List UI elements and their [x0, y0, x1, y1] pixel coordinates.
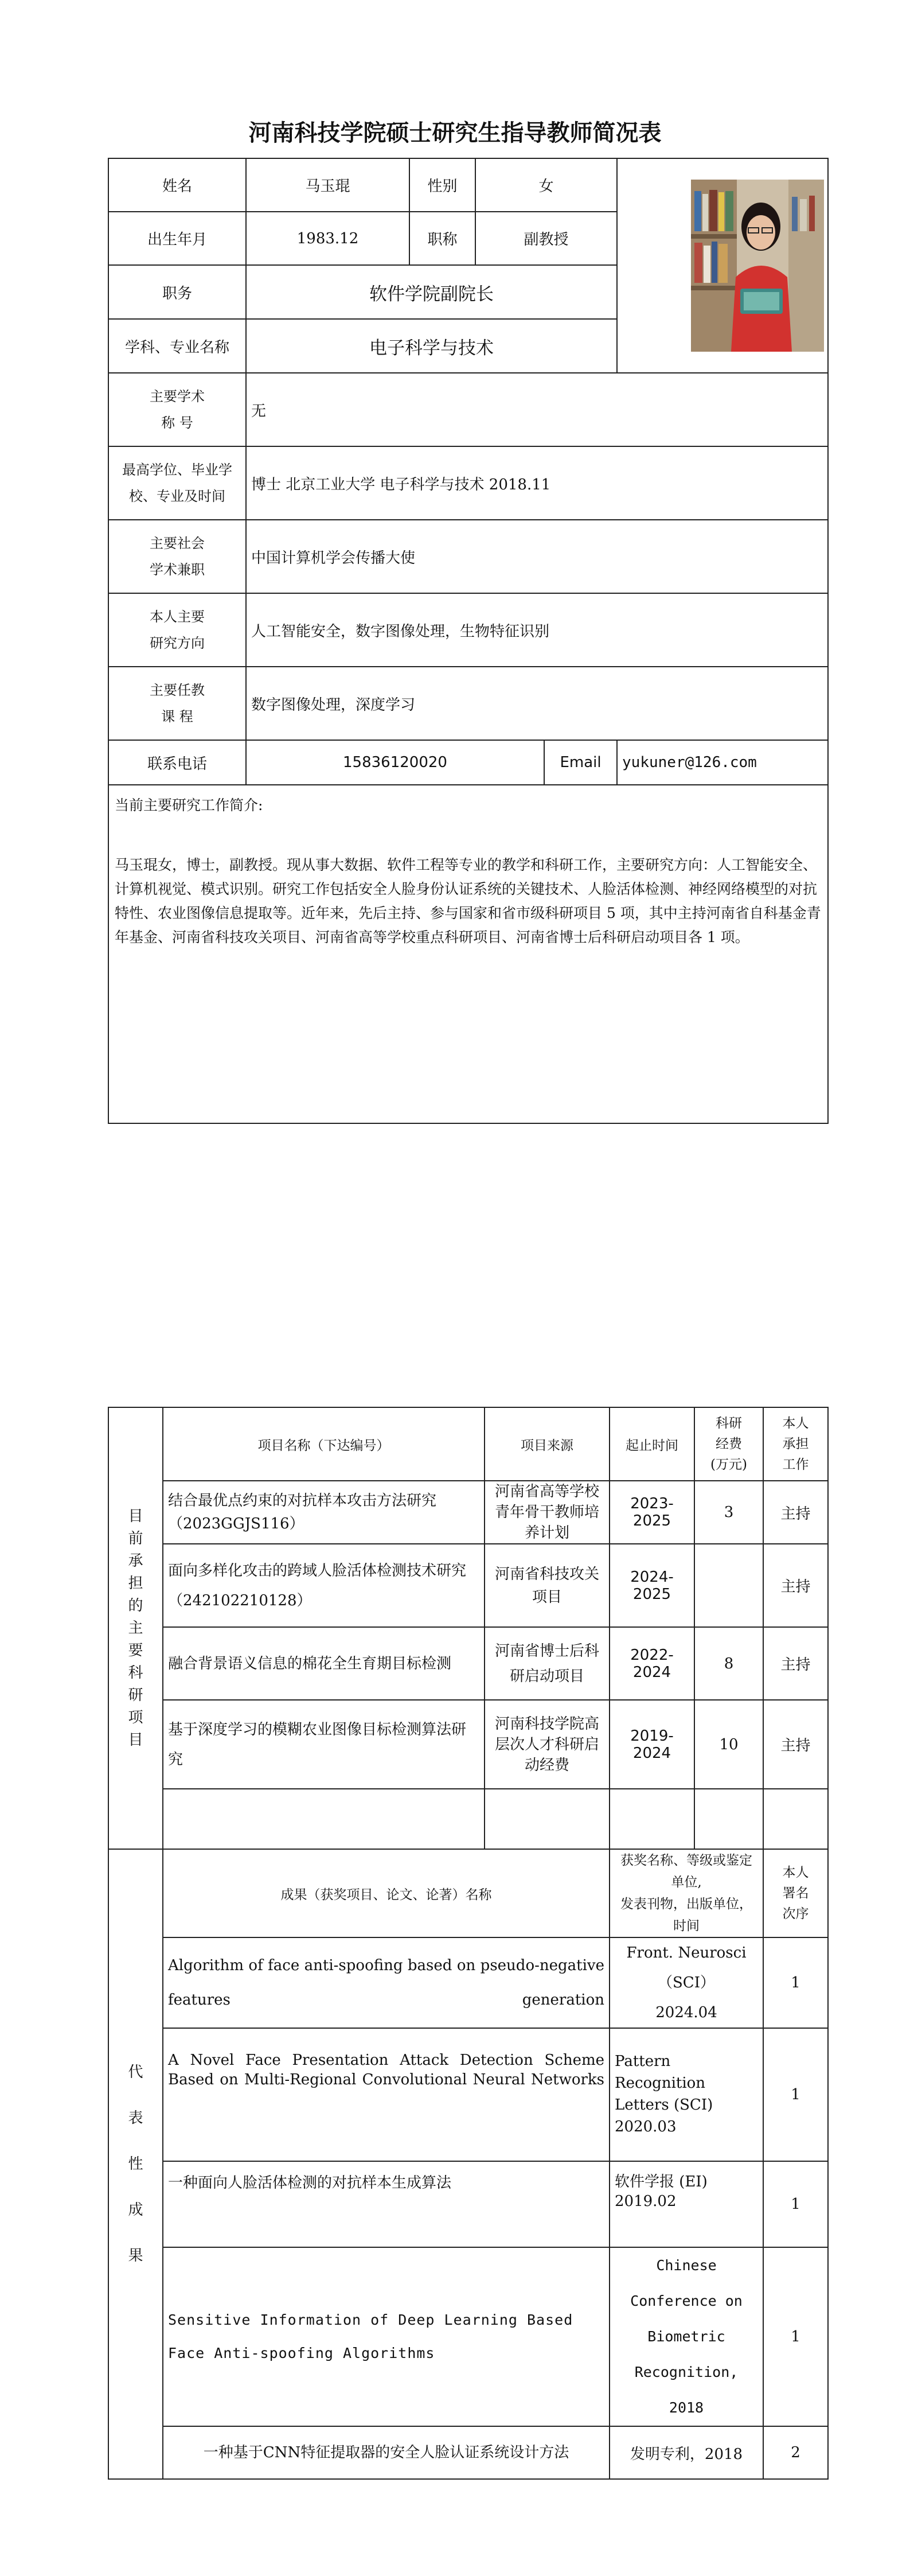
project-row-2-source: 河南省科技攻关项目 [485, 1544, 610, 1627]
projects-side-char: 研 [128, 1686, 143, 1704]
birth-label: 出生年月 [108, 212, 246, 265]
achievement-row-2-order: 1 [763, 2028, 828, 2161]
duty-value: 软件学院副院长 [246, 265, 617, 319]
courses-value: 数字图像处理，深度学习 [246, 667, 828, 740]
gender-label: 性别 [409, 158, 475, 212]
projects-side-char: 承 [128, 1552, 143, 1570]
order-header-line3: 次序 [782, 1906, 809, 1921]
order-header-line1: 本人 [782, 1865, 809, 1880]
project-name-header: 项目名称（下达编号） [163, 1407, 485, 1481]
discipline-label: 学科、专业名称 [108, 319, 246, 373]
achievements-side-label [108, 1849, 163, 2479]
projects-side-label [108, 1407, 163, 1849]
projects-side-char: 担 [128, 1574, 143, 1592]
achievement-row-5-venue: 发明专利，2018 [610, 2426, 763, 2479]
role-header-line1: 本人 [782, 1416, 809, 1431]
degree-label-line2: 校、专业及时间 [129, 488, 225, 504]
research-label-line2: 研究方向 [150, 635, 205, 651]
achievement-row-3-venue-text: 软件学报 (EI) [615, 2173, 708, 2190]
project-role-header [763, 1407, 828, 1481]
role-header-line3: 工作 [782, 1457, 809, 1472]
courses-label [108, 667, 246, 740]
intro-heading: 当前主要研究工作简介: [115, 797, 263, 814]
venue-header-line1: 获奖名称、等级或鉴定单位, [620, 1853, 752, 1890]
projects-side-char: 前 [128, 1530, 143, 1547]
honor-label [108, 373, 246, 446]
research-value: 人工智能安全，数字图像处理，生物特征识别 [246, 593, 828, 667]
order-header-line2: 署名 [782, 1886, 809, 1901]
projects-side-char: 科 [128, 1664, 143, 1682]
projects-side-char: 目 [128, 1731, 143, 1749]
name-value: 马玉琨 [246, 158, 409, 212]
gender-value: 女 [475, 158, 617, 212]
profile-table [108, 158, 829, 1124]
profile-photo [691, 180, 824, 352]
research-label [108, 593, 246, 667]
name-label: 姓名 [108, 158, 246, 212]
duty-label: 职务 [108, 265, 246, 319]
achievement-venue-header [610, 1849, 763, 1937]
funds-header-line2: 经费 [716, 1437, 742, 1452]
rank-value: 副教授 [475, 212, 617, 265]
email-value: yukuner@126.com [617, 740, 828, 785]
role-header-line2: 承担 [782, 1437, 809, 1452]
courses-label-line2: 课 程 [161, 709, 193, 725]
achievement-row-1-name: Algorithm of face anti-spoofing based on pseudo-negative features generation [163, 1937, 610, 2028]
project-row-empty-source [485, 1789, 610, 1849]
project-row-3-name: 融合背景语义信息的棉花全生育期目标检测 [163, 1627, 485, 1700]
funds-header-line3: (万元) [710, 1457, 747, 1472]
projects-table [108, 1407, 829, 2480]
project-row-2-name: 面向多样化攻击的跨域人脸活体检测技术研究（242102210128） [163, 1544, 485, 1627]
social-label-line2: 学术兼职 [150, 562, 205, 578]
project-row-3-source: 河南省博士后科研启动项目 [485, 1627, 610, 1700]
project-row-3-role: 主持 [763, 1627, 828, 1700]
document-title: 河南科技学院硕士研究生指导教师简况表 [248, 120, 662, 146]
social-value: 中国计算机学会传播大使 [246, 520, 828, 593]
achievement-row-4-venue: Chinese Conference on Biometric Recognition, 2018 [610, 2247, 763, 2426]
projects-side-char: 的 [128, 1597, 143, 1614]
project-row-empty-period [610, 1789, 694, 1849]
achievements-side-char: 成 [128, 2201, 143, 2219]
achievement-row-5-order: 2 [763, 2426, 828, 2479]
degree-label [108, 446, 246, 520]
achievement-row-3-name: 一种面向人脸活体检测的对抗样本生成算法 [163, 2161, 610, 2247]
projects-side-char: 要 [128, 1641, 143, 1659]
intro-text: 马玉琨女，博士，副教授。现从事大数据、软件工程等专业的教学和科研工作，主要研究方向：人工智能安全、计算机视觉、模式识别。研究工作包括安全人脸身份认证系统的关键技术、人脸活体检测、神经网络模型的对抗特性、农业图像信息提取等。近年来，先后主持、参与国家和省市级科研项目 5 项，其中主持河南省自科基金青年基金、河南省科技攻关项目、河南省高等学校重点科研项目、河南省博士后科研启动项目各 1 项。 [115, 857, 821, 945]
achievement-row-3-date: 2019.02 [615, 2193, 677, 2210]
project-row-4-period: 2019-2024 [610, 1700, 694, 1789]
achievements-side-char: 性 [128, 2155, 143, 2173]
project-row-1-period: 2023-2025 [610, 1481, 694, 1544]
project-row-4-funds: 10 [694, 1700, 763, 1789]
achievement-row-1-order: 1 [763, 1937, 828, 2028]
projects-side-char: 项 [128, 1709, 143, 1726]
achievement-row-4-order: 1 [763, 2247, 828, 2426]
intro-cell [108, 785, 828, 1123]
achievement-row-2-name: A Novel Face Presentation Attack Detection Scheme Based on Multi-Regional Convolutional Neural Networks [163, 2028, 610, 2161]
project-row-2-funds [694, 1544, 763, 1627]
project-row-2-period: 2024-2025 [610, 1544, 694, 1627]
project-row-empty-role [763, 1789, 828, 1849]
funds-header-line1: 科研 [716, 1416, 742, 1431]
project-row-empty-name [163, 1789, 485, 1849]
achievements-side-char: 表 [128, 2110, 143, 2127]
projects-side-char: 目 [128, 1507, 143, 1525]
achievement-name-header: 成果（获奖项目、论文、论著）名称 [163, 1849, 610, 1937]
achievement-order-header [763, 1849, 828, 1937]
projects-side-char: 主 [128, 1619, 143, 1637]
honor-label-line2: 称 号 [161, 415, 193, 431]
achievements-side-char: 代 [128, 2064, 143, 2081]
achievement-row-1-venue [610, 1937, 763, 2028]
achievement-row-5-name: 一种基于CNN特征提取器的安全人脸认证系统设计方法 [163, 2426, 610, 2479]
project-row-1-funds: 3 [694, 1481, 763, 1544]
photo-cell [617, 158, 828, 373]
project-row-1-source: 河南省高等学校青年骨干教师培养计划 [485, 1481, 610, 1544]
rank-label: 职称 [409, 212, 475, 265]
achievement-row-3-order: 1 [763, 2161, 828, 2247]
project-row-1-name: 结合最优点约束的对抗样本攻击方法研究（2023GGJS116） [163, 1481, 485, 1544]
social-label-line1: 主要社会 [150, 535, 205, 551]
achievement-row-1-venue-text: Front. Neurosci（SCI） [626, 1944, 747, 1991]
achievement-row-4-name: Sensitive Information of Deep Learning Based Face Anti-spoofing Algorithms [163, 2247, 610, 2426]
project-row-4-name: 基于深度学习的模糊农业图像目标检测算法研究 [163, 1700, 485, 1789]
project-row-4-source: 河南科技学院高层次人才科研启动经费 [485, 1700, 610, 1789]
honor-label-line1: 主要学术 [150, 388, 205, 404]
social-label [108, 520, 246, 593]
project-funds-header [694, 1407, 763, 1481]
project-source-header: 项目来源 [485, 1407, 610, 1481]
project-row-3-period: 2022-2024 [610, 1627, 694, 1700]
venue-header-line2: 发表刊物，出版单位，时间 [620, 1897, 752, 1933]
project-row-2-role: 主持 [763, 1544, 828, 1627]
discipline-value: 电子科学与技术 [246, 319, 617, 373]
achievements-side-char: 果 [128, 2247, 143, 2264]
degree-label-line1: 最高学位、毕业学 [122, 462, 232, 478]
project-row-empty-funds [694, 1789, 763, 1849]
project-row-1-role: 主持 [763, 1481, 828, 1544]
phone-value: 15836120020 [246, 740, 544, 785]
project-row-4-role: 主持 [763, 1700, 828, 1789]
courses-label-line1: 主要任教 [150, 682, 205, 698]
achievement-row-1-date: 2024.04 [655, 2004, 717, 2021]
research-label-line1: 本人主要 [150, 609, 205, 625]
honor-value: 无 [246, 373, 828, 446]
email-label: Email [544, 740, 617, 785]
project-row-3-funds: 8 [694, 1627, 763, 1700]
project-period-header: 起止时间 [610, 1407, 694, 1481]
phone-label: 联系电话 [108, 740, 246, 785]
birth-value: 1983.12 [246, 212, 409, 265]
achievement-row-2-venue: Pattern Recognition Letters (SCI) 2020.03 [610, 2028, 763, 2161]
achievement-row-3-venue [610, 2161, 763, 2247]
degree-value: 博士 北京工业大学 电子科学与技术 2018.11 [246, 446, 828, 520]
